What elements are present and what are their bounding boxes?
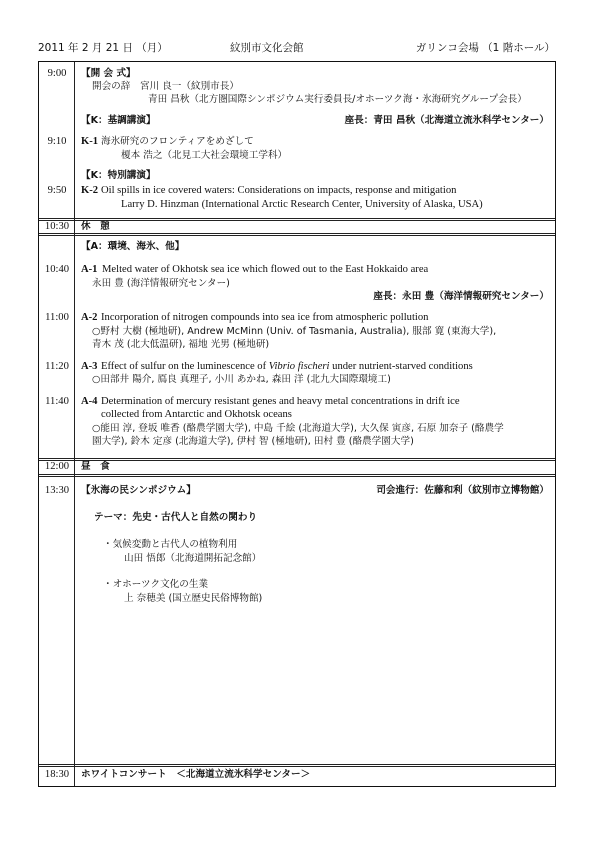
time-1330: 13:30 [44, 485, 70, 496]
break-label: 休 憩 [81, 221, 110, 232]
keynote-title: 【K：基調講演】 [81, 115, 156, 126]
a4-title-line2: collected from Antarctic and Okhotsk oceans [101, 409, 292, 420]
k1-id: K-1 [81, 136, 99, 147]
a4-title-line1: Determination of mercury resistant genes and heavy metal concentrations in drift ice [101, 396, 460, 407]
a1-author: 永田 豊 (海洋情報研究センター) [92, 278, 230, 289]
a1-title: Melted water of Okhotsk sea ice which flowed out to the East Hokkaido area [102, 264, 429, 275]
a3-authors: ○田部井 陽介, 鳫良 真理子, 小川 あかね, 森田 洋 (北九大国際環境工) [92, 374, 391, 385]
opening-title: 【開 会 式】 [81, 68, 136, 79]
row-divider [39, 233, 555, 236]
row-divider [39, 474, 555, 477]
k2-id: K-2 [81, 185, 99, 196]
time-0900: 9:00 [47, 68, 67, 79]
time-1100: 11:00 [45, 312, 69, 323]
time-1120: 11:20 [45, 361, 69, 372]
time-0950: 9:50 [47, 185, 67, 196]
symposium-item-2-speaker: 上 奈穂美 (国立歴史民俗博物館) [124, 593, 263, 604]
header-date: 2011 年 2 月 21 日 （月） [38, 42, 168, 54]
schedule-table [38, 61, 556, 787]
k2-author: Larry D. Hinzman (International Arctic Research Center, University of Alaska, USA) [121, 199, 483, 210]
row-divider [39, 458, 555, 461]
a2-authors-line1: ○野村 大樹 (極地研), Andrew McMinn (Univ. of Tasmania, Australia), 服部 寛 (東海大学), [92, 326, 497, 337]
header-venue: 紋別市文化会館 [230, 42, 304, 54]
concert-label: ホワイトコンサート ＜北海道立流氷科学センター＞ [81, 769, 311, 780]
row-divider [39, 764, 555, 767]
time-1830: 18:30 [44, 769, 70, 780]
k1-author: 榎本 浩之（北見工大社会環境工学科） [121, 150, 288, 161]
a3-title: Effect of sulfur on the luminescence of Vibrio fischeri under nutrient-starved conditions [101, 361, 473, 372]
a1-id: A-1 [81, 264, 98, 275]
symposium-host: 司会進行：佐藤和利（紋別市立博物館） [376, 485, 549, 496]
time-0910: 9:10 [47, 136, 67, 147]
a2-title: Incorporation of nitrogen compounds into sea ice from atmospheric pollution [101, 312, 429, 323]
opening-remarks: 開会の辞 宮川 良一（紋別市長） [92, 81, 239, 92]
opening-speaker: 青田 昌秋（北方圏国際シンポジウム実行委員長/オホーツク海・氷海研究グループ会長） [148, 94, 527, 105]
session-a-chair: 座長：永田 豊（海洋情報研究センター） [373, 291, 549, 302]
a4-authors-line2: 園大学), 鈴木 定彦 (北海道大学), 伊村 智 (極地研), 田村 豊 (酪農学園大学) [92, 436, 414, 447]
symposium-item-1: ・気候変動と古代人の植物利用 [103, 539, 238, 550]
symposium-theme: テーマ：先史・古代人と自然の関わり [94, 512, 258, 523]
time-1030: 10:30 [44, 221, 70, 232]
symposium-title: 【氷海の民シンポジウム】 [81, 485, 196, 496]
header-hall: ガリンコ会場 （1 階ホール） [415, 42, 555, 54]
time-1140: 11:40 [45, 396, 69, 407]
a2-authors-line2: 青木 茂 (北大低温研), 福地 光男 (極地研) [92, 339, 270, 350]
lunch-label: 昼 食 [81, 461, 110, 472]
special-title: 【K：特別講演】 [81, 170, 156, 181]
page-header [38, 40, 555, 56]
time-1040: 10:40 [44, 264, 70, 275]
session-a-title: 【A：環境、海氷、他】 [81, 241, 185, 252]
a4-id: A-4 [81, 396, 98, 407]
a4-authors-line1: ○能田 淳, 登坂 唯香 (酪農学園大学), 中島 千絵 (北海道大学), 大久保 寅彦, 石原 加奈子 (酪農学 [92, 423, 504, 434]
row-divider [39, 218, 555, 221]
time-column-divider [74, 62, 75, 786]
a3-id: A-3 [81, 361, 98, 372]
time-1200: 12:00 [44, 461, 70, 472]
symposium-item-2: ・オホーツク文化の生業 [103, 579, 209, 590]
keynote-chair: 座長：青田 昌秋（北海道立流氷科学センター） [344, 115, 549, 126]
symposium-item-1-speaker: 山田 悟郎（北海道開拓記念館） [124, 553, 262, 564]
k2-title: Oil spills in ice covered waters: Considerations on impacts, response and mitigation [101, 185, 457, 196]
a2-id: A-2 [81, 312, 98, 323]
k1-title: 海氷研究のフロンティアをめざして [101, 136, 254, 147]
